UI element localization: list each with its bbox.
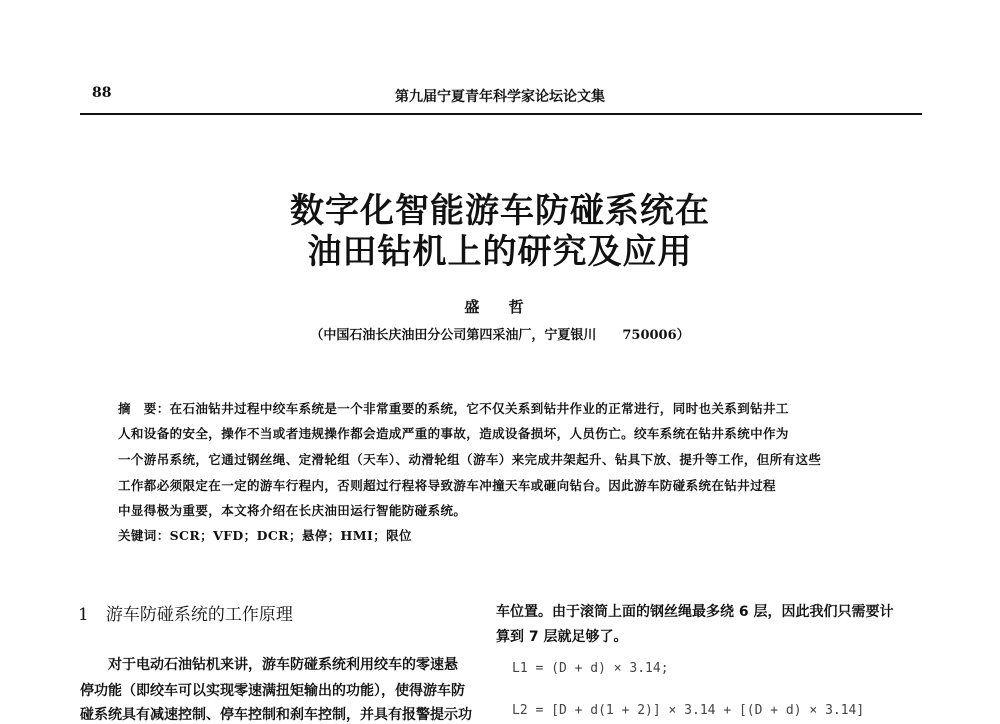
section-heading: 1 游车防碰系统的工作原理 (78, 605, 293, 625)
abstract-line: 摘 要：在石油钻井过程中绞车系统是一个非常重要的系统，它不仅关系到钻井作业的正常进行，同时也关系到钻井工 (118, 401, 789, 416)
abstract-line: 人和设备的安全，操作不当或者违规操作都会造成严重的事故，造成设备损坏，人员伤亡。绞车系统在钻井系统中作为 (118, 426, 789, 441)
author: 盛 哲 (464, 298, 536, 316)
running-header: 第九届宁夏青年科学家论坛论文集 (395, 89, 605, 105)
keywords: 关键词：SCR；VFD；DCR；悬停；HMI；限位 (118, 528, 412, 543)
abstract-line: 工作都必须限定在一定的游车行程内，否则超过行程将导致游车冲撞天车或砸向钻台。因此游车防碰系统在钻井过程 (118, 478, 776, 493)
page-number: 88 (92, 85, 112, 101)
affiliation: （中国石油长庆油田分公司第四采油厂，宁夏银川 750006） (310, 328, 690, 343)
formula: L1 = (D + d) × 3.14; (512, 661, 669, 676)
abstract-line: 中显得极为重要，本文将介绍在长庆油田运行智能防碰系统。 (118, 503, 467, 518)
header-rule (80, 113, 922, 115)
body-line: 车位置。由于滚筒上面的钢丝绳最多绕 6 层，因此我们只需要计 (496, 604, 894, 620)
body-line: 对于电动石油钻机来讲，游车防碰系统利用绞车的零速悬 (80, 657, 458, 673)
article-title-line-1: 数字化智能游车防碰系统在 (290, 191, 710, 231)
formula: L2 = [D + d(1 + 2)] × 3.14 + [(D + d) × 3.14] (512, 703, 865, 718)
body-line: 碰系统具有减速控制、停车控制和刹车控制，并具有报警提示功 (80, 707, 472, 723)
body-line: 算到 7 层就足够了。 (496, 629, 628, 645)
abstract-line: 一个游吊系统，它通过钢丝绳、定滑轮组（天车）、动滑轮组（游车）来完成井架起升、钻具下放、提升等工作，但所有这些 (118, 452, 822, 467)
body-line: 停功能（即绞车可以实现零速满扭矩输出的功能），使得游车防 (80, 683, 465, 699)
article-title-line-2: 油田钻机上的研究及应用 (307, 232, 693, 272)
